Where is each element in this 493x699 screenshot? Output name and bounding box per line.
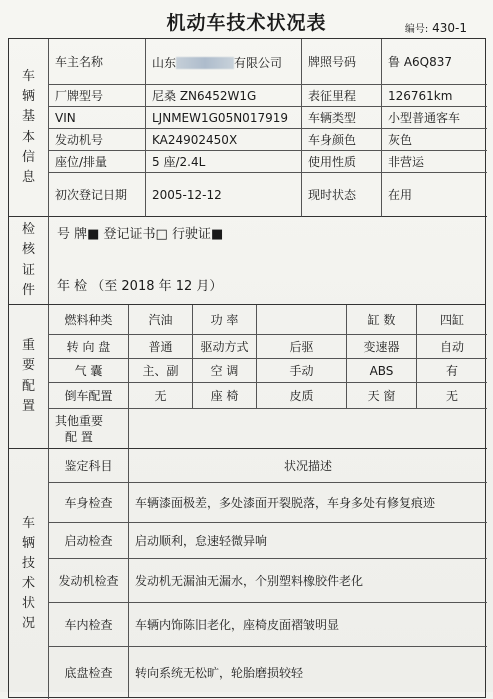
- redaction-blur: [176, 57, 234, 69]
- fuel-value: 汽油: [129, 305, 193, 335]
- current-status-value: 在用: [382, 173, 487, 217]
- certificate-checklist: 号 牌■ 登记证书□ 行驶证■: [57, 227, 224, 242]
- vehicle-type-label: 车辆类型: [302, 107, 382, 129]
- condition-description: 发动机无漏油无漏水，个别塑料橡胶件老化: [129, 559, 487, 603]
- other-config-value: [129, 409, 487, 449]
- owner-label: 车主名称: [49, 39, 146, 85]
- ac-label: 空 调: [193, 359, 257, 383]
- owner-value-part-2: 有限公司: [234, 55, 283, 70]
- usage-label: 使用性质: [302, 151, 382, 173]
- sunroof-label: 天 窗: [347, 383, 417, 409]
- mileage-value: 126761km: [382, 85, 487, 107]
- condition-description: 转向系统无松旷，轮胎磨损较轻: [135, 665, 304, 680]
- first-registration-value: 2005-12-12: [146, 173, 302, 217]
- model-label: 厂牌型号: [49, 85, 146, 107]
- condition-description: 车辆漆面极差，多处漆面开裂脱落，车身多处有修复痕迹: [129, 483, 487, 523]
- seats-displacement-value: 5 座/2.4L: [146, 151, 302, 173]
- section-certificates-label: 检核证件: [21, 222, 35, 298]
- abs-value: 有: [417, 359, 487, 383]
- document-title: 机动车技术状况表: [166, 12, 327, 34]
- parking-aid-value: 无: [129, 383, 193, 409]
- vin-value: LJNMEW1G05N017919: [146, 107, 302, 129]
- body-color-value: 灰色: [382, 129, 487, 151]
- model-value: 尼桑 ZN6452W1G: [146, 85, 302, 107]
- sunroof-value: 无: [417, 383, 487, 409]
- mileage-label: 表征里程: [302, 85, 382, 107]
- section-basic-label: 车辆基本信息: [21, 69, 35, 185]
- document-number-value: 430-1: [432, 21, 467, 35]
- first-registration-label: 初次登记日期: [49, 173, 146, 217]
- document-number: [405, 20, 467, 35]
- document-number-label: 编号:: [404, 24, 429, 35]
- section-configuration-label: 重要配置: [21, 338, 35, 414]
- plate-value: 鲁 A6Q837: [382, 39, 487, 85]
- other-config-label-line-1: 其他重要: [55, 413, 104, 428]
- power-label: 功 率: [193, 305, 257, 335]
- other-config-label: [49, 409, 129, 449]
- current-status-label: 现时状态: [302, 173, 382, 217]
- form-table: [8, 38, 486, 698]
- owner-value-part-1: 山东: [152, 55, 177, 70]
- body-color-label: 车身颜色: [302, 129, 382, 151]
- annual-inspection: 年 检 （至 2018 年 12 月）: [57, 279, 223, 294]
- cylinder-label: 缸 数: [347, 305, 417, 335]
- inspection-item: 发动机检查: [49, 559, 129, 603]
- airbag-label: 气 囊: [49, 359, 129, 383]
- drive-label: 驱动方式: [193, 335, 257, 359]
- vin-label: VIN: [49, 107, 146, 129]
- condition-description: 车辆内饰陈旧老化，座椅皮面褶皱明显: [129, 603, 487, 647]
- usage-value: 非营运: [382, 151, 487, 173]
- ac-value: 手动: [257, 359, 347, 383]
- seat-label: 座 椅: [193, 383, 257, 409]
- section-configuration: [9, 305, 49, 449]
- section-basic-info: [9, 39, 49, 217]
- condition-description-header: 状况描述: [129, 449, 487, 483]
- cylinder-value: 四缸: [417, 305, 487, 335]
- fuel-label: 燃料种类: [49, 305, 129, 335]
- parking-aid-label: 倒车配置: [49, 383, 129, 409]
- inspection-item-header: 鉴定科目: [49, 449, 129, 483]
- transmission-value: 自动: [417, 335, 487, 359]
- condition-description: 启动顺利，怠速轻微异响: [129, 523, 487, 559]
- other-config-label-line-2: 配 置: [65, 429, 93, 444]
- seat-value: 皮质: [257, 383, 347, 409]
- section-technical-label: 车辆技术状况: [21, 515, 35, 632]
- airbag-value: 主、副: [129, 359, 193, 383]
- engine-no-label: 发动机号: [49, 129, 146, 151]
- section-technical-condition: [9, 449, 49, 699]
- inspection-item: 启动检查: [49, 523, 129, 559]
- transmission-label: 变速器: [347, 335, 417, 359]
- vehicle-type-value: 小型普通客车: [382, 107, 487, 129]
- steering-label: 转 向 盘: [49, 335, 129, 359]
- section-certificates: [9, 217, 49, 305]
- power-value: [257, 305, 347, 335]
- engine-no-value: KA24902450X: [146, 129, 302, 151]
- drive-value: 后驱: [257, 335, 347, 359]
- abs-label: ABS: [347, 359, 417, 383]
- inspection-item: 车身检查: [49, 483, 129, 523]
- owner-value: [146, 39, 302, 85]
- inspection-item: 底盘检查: [49, 647, 129, 697]
- inspection-item: 车内检查: [49, 603, 129, 647]
- plate-label: 牌照号码: [302, 39, 382, 85]
- steering-value: 普通: [129, 335, 193, 359]
- seats-displacement-label: 座位/排量: [49, 151, 146, 173]
